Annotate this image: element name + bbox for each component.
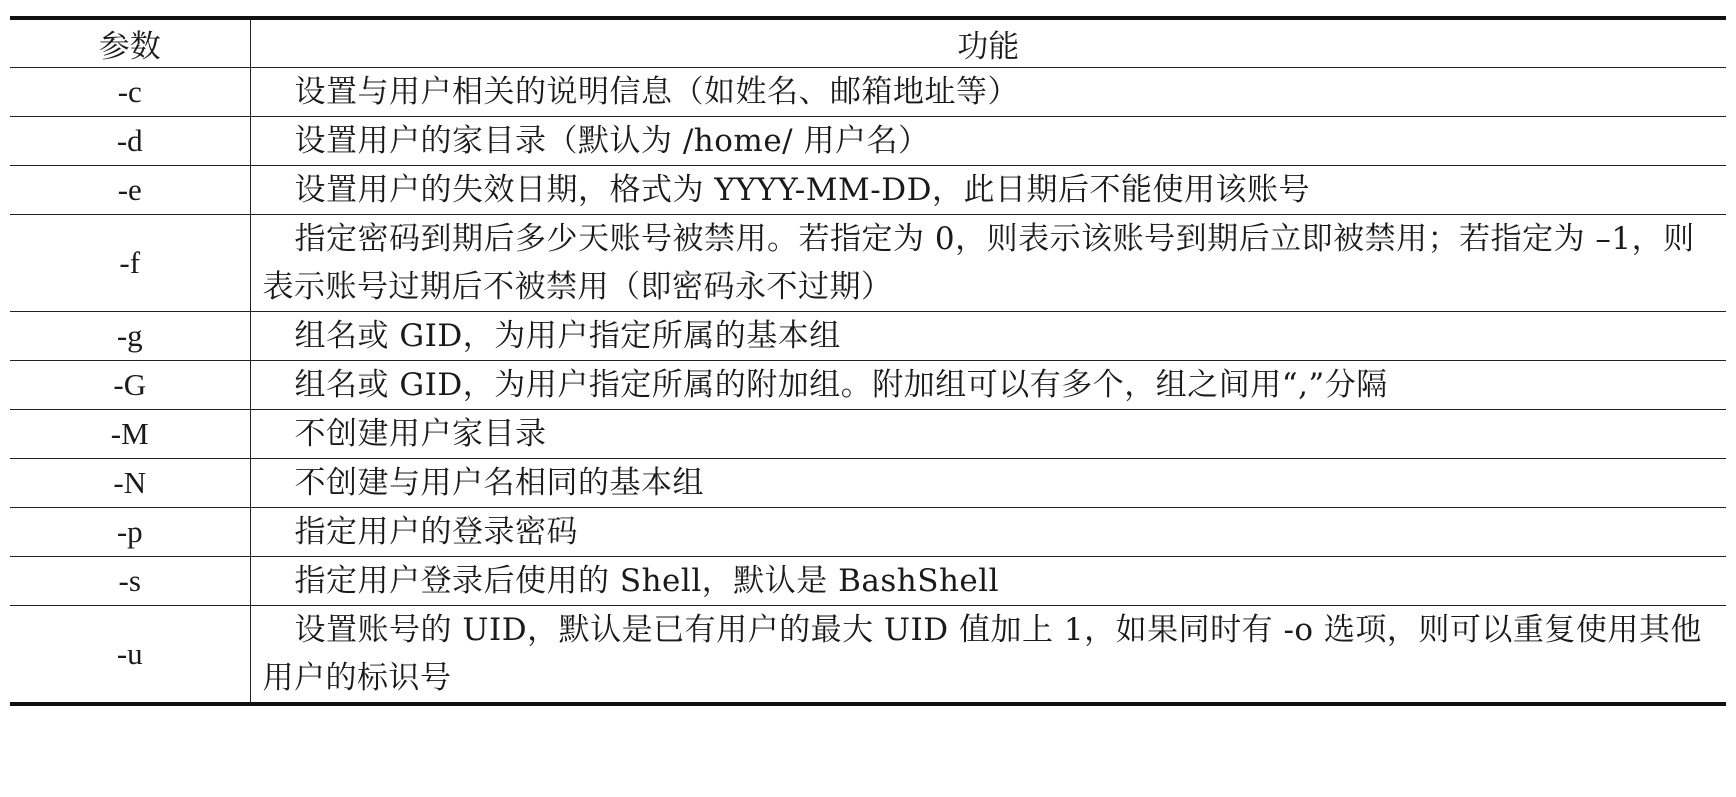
param-cell: -u (10, 606, 250, 705)
param-cell: -N (10, 459, 250, 508)
header-function: 功能 (250, 18, 1726, 68)
param-cell: -f (10, 215, 250, 312)
desc-cell: 不创建与用户名相同的基本组 (250, 459, 1726, 508)
table-row (10, 312, 1726, 361)
desc-cell: 设置用户的家目录（默认为 /home/ 用户名） (250, 117, 1726, 166)
header-param: 参数 (10, 18, 250, 68)
param-cell: -p (10, 508, 250, 557)
param-cell: -s (10, 557, 250, 606)
table-row (10, 117, 1726, 166)
table-row (10, 557, 1726, 606)
desc-cell: 组名或 GID，为用户指定所属的基本组 (250, 312, 1726, 361)
param-cell: -e (10, 166, 250, 215)
desc-cell: 设置账号的 UID，默认是已有用户的最大 UID 值加上 1，如果同时有 -o 选项，则可以重复使用其他用户的标识号 (250, 606, 1726, 705)
table-row (10, 166, 1726, 215)
table-row (10, 410, 1726, 459)
desc-cell: 设置与用户相关的说明信息（如姓名、邮箱地址等） (250, 68, 1726, 117)
desc-cell: 组名或 GID，为用户指定所属的附加组。附加组可以有多个，组之间用“,”分隔 (250, 361, 1726, 410)
desc-cell: 指定密码到期后多少天账号被禁用。若指定为 0，则表示该账号到期后立即被禁用；若指定为 –1，则表示账号过期后不被禁用（即密码永不过期） (250, 215, 1726, 312)
parameter-table (10, 16, 1726, 706)
document-page (10, 16, 1726, 706)
param-cell: -c (10, 68, 250, 117)
table-row (10, 606, 1726, 705)
param-cell: -M (10, 410, 250, 459)
desc-cell: 不创建用户家目录 (250, 410, 1726, 459)
desc-cell: 指定用户的登录密码 (250, 508, 1726, 557)
table-row (10, 215, 1726, 312)
table-row (10, 459, 1726, 508)
table-row (10, 508, 1726, 557)
table-row (10, 361, 1726, 410)
desc-cell: 指定用户登录后使用的 Shell，默认是 BashShell (250, 557, 1726, 606)
desc-cell: 设置用户的失效日期，格式为 YYYY-MM-DD，此日期后不能使用该账号 (250, 166, 1726, 215)
table-header-row (10, 18, 1726, 68)
table-row (10, 68, 1726, 117)
param-cell: -d (10, 117, 250, 166)
param-cell: -G (10, 361, 250, 410)
param-cell: -g (10, 312, 250, 361)
